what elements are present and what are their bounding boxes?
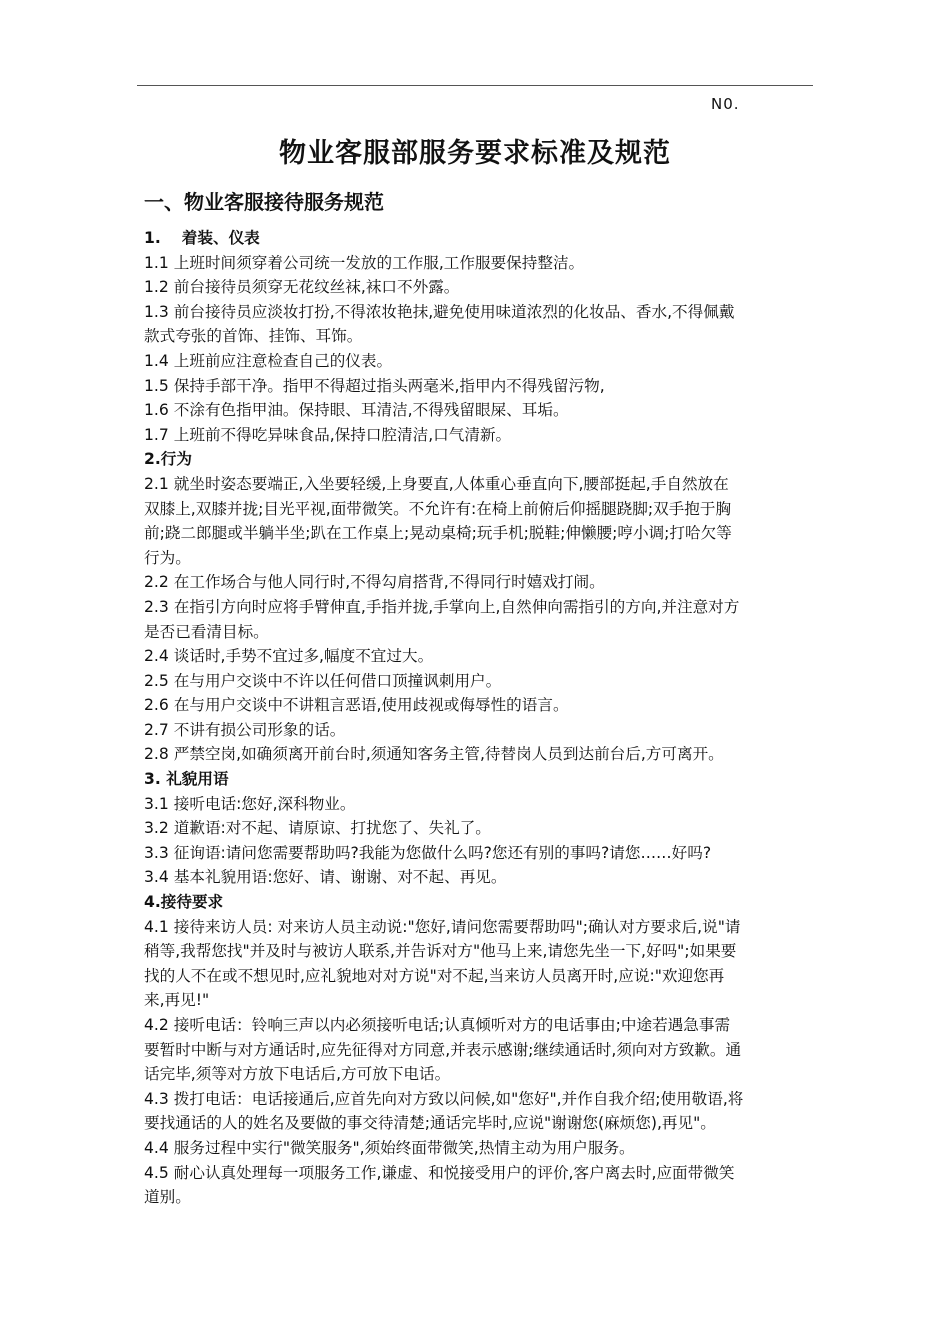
document-title: 物业客服部服务要求标准及规范: [279, 138, 671, 169]
body-text-line: 1.5 保持手部干净。指甲不得超过指头两毫米,指甲内不得残留污物,: [144, 376, 605, 395]
subsection-heading: 2.行为: [144, 450, 192, 469]
body-text-line: 4.5 耐心认真处理每一项服务工作,谦虚、和悦接受用户的评价,客户离去时,应面带微笑: [144, 1163, 735, 1182]
body-text-line: 是否已看清目标。: [144, 622, 269, 641]
subsection-heading: 1. 着装、仪表: [144, 229, 260, 247]
header-rule: [137, 85, 813, 86]
body-text-line: 款式夸张的首饰、挂饰、耳饰。: [144, 327, 363, 346]
body-text-line: 行为。: [144, 548, 191, 567]
body-text-line: 3.1 接听电话:您好,深科物业。: [144, 794, 356, 813]
body-text-line: 1.3 前台接待员应淡妆打扮,不得浓妆艳抹,避免使用味道浓烈的化妆品、香水,不得佩戴: [144, 302, 735, 321]
body-text-line: 3.3 征询语:请问您需要帮助吗?我能为您做什么吗?您还有别的事吗?请您……好吗?: [144, 843, 712, 862]
body-text-line: 1.4 上班前应注意检查自己的仪表。: [144, 351, 393, 370]
body-text-line: 3.2 道歉语:对不起、请原谅、打扰您了、失礼了。: [144, 819, 491, 838]
body-text-line: 稍等,我帮您找"并及时与被访人联系,并告诉对方"他马上来,请您先坐一下,好吗";如果要: [144, 942, 737, 961]
body-text-line: 来,再见!": [144, 991, 210, 1010]
body-text-line: 2.6 在与用户交谈中不讲粗言恶语,使用歧视或侮辱性的语言。: [144, 696, 569, 715]
body-text-line: 2.3 在指引方向时应将手臂伸直,手指并拢,手掌向上,自然伸向需指引的方向,并注意对方: [144, 597, 740, 616]
body-text-line: 1.7 上班前不得吃异味食品,保持口腔清洁,口气清新。: [144, 425, 512, 444]
body-text-line: 4.3 拨打电话：电话接通后,应首先向对方致以问候,如"您好",并作自我介绍;使用敬语,将: [144, 1089, 744, 1108]
subsection-heading: 3. 礼貌用语: [144, 770, 229, 789]
body-text-line: 3.4 基本礼貌用语:您好、请、谢谢、对不起、再见。: [144, 868, 507, 887]
document-number: N0.: [711, 95, 740, 113]
body-text-line: 2.4 谈话时,手势不宜过多,幅度不宜过大。: [144, 647, 434, 666]
body-text-line: 1.1 上班时间须穿着公司统一发放的工作服,工作服要保持整洁。: [144, 253, 585, 272]
body-text-line: 2.7 不讲有损公司形象的话。: [144, 720, 346, 739]
body-text-line: 2.8 严禁空岗,如确须离开前台时,须通知客务主管,待替岗人员到达前台后,方可离开。: [144, 745, 724, 764]
body-text-line: 4.4 服务过程中实行"微笑服务",须始终面带微笑,热情主动为用户服务。: [144, 1138, 635, 1157]
document-body: [144, 226, 810, 1210]
body-text-line: 2.2 在工作场合与他人同行时,不得勾肩搭背,不得同行时嬉戏打闹。: [144, 573, 605, 592]
body-text-line: 1.2 前台接待员须穿无花纹丝袜,袜口不外露。: [144, 278, 460, 297]
body-text-line: 话完毕,须等对方放下电话后,方可放下电话。: [144, 1065, 451, 1084]
section-heading: 一、物业客服接待服务规范: [144, 190, 384, 214]
body-text-line: 要暂时中断与对方通话时,应先征得对方同意,并表示感谢;继续通话时,须向对方致歉。通: [144, 1040, 742, 1059]
body-text-line: 找的人不在或不想见时,应礼貌地对对方说"对不起,当来访人员离开时,应说:"欢迎您再: [144, 966, 725, 985]
body-text-line: 道别。: [144, 1188, 191, 1207]
subsection-heading: 4.接待要求: [144, 893, 224, 912]
body-text-line: 2.5 在与用户交谈中不许以任何借口顶撞讽刺用户。: [144, 671, 502, 690]
body-text-line: 4.1 接待来访人员: 对来访人员主动说:"您好,请问您需要帮助吗";确认对方要求后,说"请: [144, 917, 741, 936]
body-text-line: 4.2 接听电话：铃响三声以内必须接听电话;认真倾听对方的电话事由;中途若遇急事需: [144, 1016, 731, 1034]
body-text-line: 前;跷二郎腿或半躺半坐;趴在工作桌上;晃动桌椅;玩手机;脱鞋;伸懒腰;哼小调;打哈欠等: [144, 524, 732, 543]
body-text-line: 1.6 不涂有色指甲油。保持眼、耳清洁,不得残留眼屎、耳垢。: [144, 401, 569, 420]
body-text-line: 双膝上,双膝并拢;目光平视,面带微笑。不允许有:在椅上前俯后仰摇腿跷脚;双手抱于胸: [144, 499, 732, 518]
body-text-line: 要找通话的人的姓名及要做的事交待清楚;通话完毕时,应说"谢谢您(麻烦您),再见"。: [144, 1114, 716, 1133]
body-text-line: 2.1 就坐时姿态要端正,入坐要轻缓,上身要直,人体重心垂直向下,腰部挺起,手自然放在: [144, 474, 729, 493]
